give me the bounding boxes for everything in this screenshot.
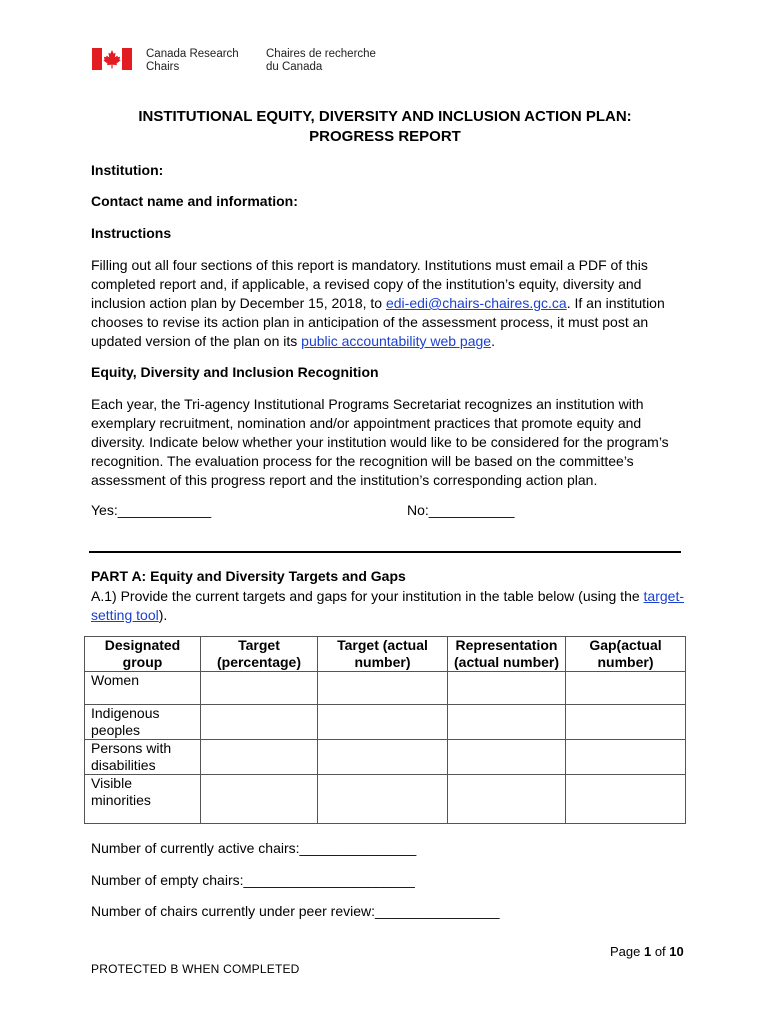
table-cell[interactable] bbox=[448, 672, 566, 705]
table-header-row bbox=[85, 637, 686, 672]
table-cell[interactable] bbox=[566, 705, 686, 740]
table-cell[interactable] bbox=[318, 672, 448, 705]
logo-en-line1: Canada Research bbox=[146, 48, 239, 60]
page-of: of bbox=[651, 944, 670, 959]
logo-en-line2: Chairs bbox=[146, 61, 180, 73]
header-target-actual: Target (actual number) bbox=[318, 637, 448, 672]
instructions-heading: Instructions bbox=[91, 225, 172, 241]
page-title bbox=[90, 107, 680, 147]
table-cell[interactable] bbox=[566, 740, 686, 775]
target-setting-link[interactable]: target-setting tool bbox=[91, 588, 685, 623]
table-cell[interactable] bbox=[566, 775, 686, 824]
empty-chairs-field[interactable]: Number of empty chairs:______________________ bbox=[91, 872, 415, 888]
title-line1: INSTITUTIONAL EQUITY, DIVERSITY AND INCLUSION ACTION PLAN: bbox=[138, 108, 632, 125]
page-number bbox=[610, 944, 684, 959]
recognition-heading: Equity, Diversity and Inclusion Recognition bbox=[91, 364, 379, 380]
logo-fr-line2: du Canada bbox=[266, 61, 323, 73]
table-cell[interactable] bbox=[201, 705, 318, 740]
table-cell[interactable] bbox=[318, 705, 448, 740]
active-chairs-field[interactable]: Number of currently active chairs:_______________ bbox=[91, 840, 417, 856]
instructions-text-1: Filling out all four sections of this report is mandatory. Institutions must email a PDF of this completed report and, if applicable, a revised copy of the institution’s equity, diversity and inclusion action plan by December 15, 2018, to bbox=[91, 257, 648, 311]
row-label-visible-minorities: Visible minorities bbox=[85, 775, 201, 824]
table-row bbox=[85, 672, 686, 705]
crc-logo bbox=[92, 48, 386, 74]
protected-footer: PROTECTED B WHEN COMPLETED bbox=[91, 962, 300, 976]
section-divider bbox=[89, 551, 681, 553]
page-prefix: Page bbox=[610, 944, 644, 959]
row-label-indigenous: Indigenous peoples bbox=[85, 705, 201, 740]
email-link[interactable]: edi-edi@chairs-chaires.gc.ca bbox=[385, 295, 567, 311]
header-representation: Representation (actual number) bbox=[448, 637, 566, 672]
recognition-paragraph: Each year, the Tri-agency Institutional Programs Secretariat recognizes an institution with exemplary recruitment, nomination and/or appointment practices that promote equity and diversity. Indicate below whether your institution would like to be considered for the program’s recognition. The evaluation process for the recognition will be based on the committee’s assessment of this progress report and the institution’s corresponding action plan. bbox=[91, 396, 669, 488]
table-cell[interactable] bbox=[566, 672, 686, 705]
contact-label: Contact name and information: bbox=[91, 193, 298, 209]
row-label-women: Women bbox=[85, 672, 201, 705]
instructions-paragraph bbox=[91, 256, 691, 351]
no-field[interactable]: No:___________ bbox=[407, 502, 515, 518]
yes-field[interactable]: Yes:____________ bbox=[91, 502, 212, 518]
instructions-text-3: . bbox=[491, 333, 495, 349]
page-total: 10 bbox=[669, 944, 684, 959]
canada-flag-icon bbox=[92, 48, 132, 70]
table-row bbox=[85, 705, 686, 740]
table-cell[interactable] bbox=[448, 705, 566, 740]
table-cell[interactable] bbox=[448, 740, 566, 775]
part-a-intro-text: A.1) Provide the current targets and gaps for your institution in the table below (using the bbox=[91, 588, 644, 604]
part-a-intro bbox=[91, 587, 691, 625]
table-cell[interactable] bbox=[318, 775, 448, 824]
targets-table bbox=[84, 636, 686, 824]
instructions-text-2: . If an institution chooses to revise its action plan in anticipation of the assessment process, it must post an updated version of the plan on its bbox=[91, 295, 665, 349]
table-cell[interactable] bbox=[318, 740, 448, 775]
table-cell[interactable] bbox=[201, 775, 318, 824]
table-row bbox=[85, 775, 686, 824]
accountability-link[interactable]: public accountability web page bbox=[301, 333, 492, 349]
header-designated-group: Designated group bbox=[85, 637, 201, 672]
title-line2: PROGRESS REPORT bbox=[309, 128, 461, 145]
table-cell[interactable] bbox=[201, 740, 318, 775]
part-a-heading: PART A: Equity and Diversity Targets and Gaps bbox=[91, 568, 406, 584]
logo-fr-line1: Chaires de recherche bbox=[266, 48, 376, 60]
header-target-percentage: Target (percentage) bbox=[201, 637, 318, 672]
peer-review-chairs-field[interactable]: Number of chairs currently under peer review:________________ bbox=[91, 903, 500, 919]
row-label-disabilities: Persons with disabilities bbox=[85, 740, 201, 775]
table-cell[interactable] bbox=[448, 775, 566, 824]
header-gap: Gap(actual number) bbox=[566, 637, 686, 672]
table-cell[interactable] bbox=[201, 672, 318, 705]
page-current: 1 bbox=[643, 944, 652, 959]
part-a-intro-end: ). bbox=[158, 607, 168, 623]
institution-label: Institution: bbox=[91, 162, 164, 178]
table-row bbox=[85, 740, 686, 775]
